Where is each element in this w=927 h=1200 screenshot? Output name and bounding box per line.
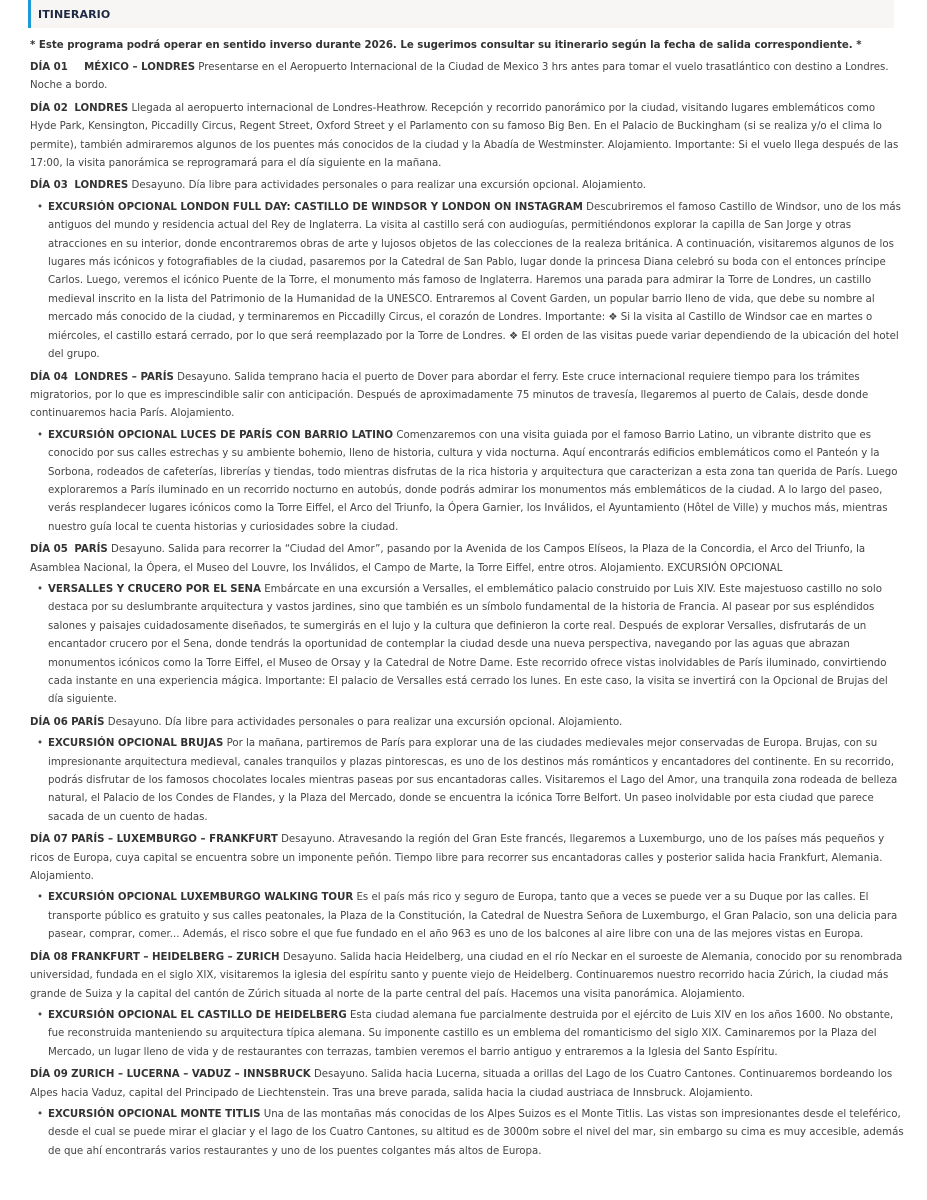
excursion-description: Embárcate en una excursión a Versalles, el emblemático palacio construido por Luis XIV. Este majestuoso castillo no solo destaca por su deslumbrante arquitectura y vastos jardines, sino que también es un símbolo fundamental de la historia de Francia. Al pasear por sus espléndidos salones y paisajes cuidadosamente diseñados, te sumergirás en el lujo y la cultura que definieron la corte real. Después de explorar Versalles, disfrutarás de un encantador crucero por el Sena, donde tendrás la oportunidad de contemplar la ciudad desde una nueva perspectiva, navegando por las aguas que abrazan monumentos icónicos como la Torre Eiffel, el Museo de Orsay y la Catedral de Notre Dame. Este recorrido ofrece vistas inolvidables de París iluminado, convirtiendo cada instante en una experiencia mágica. Importante: El palacio de Versalles está cerrado los lunes. En este caso, la visita se invertirá con la Opcional de Brujas del día siguiente. bbox=[48, 583, 888, 706]
day-route: MÉXICO – LONDRES bbox=[84, 62, 196, 73]
day-number: DÍA 03 bbox=[30, 180, 68, 192]
day-entry bbox=[30, 949, 904, 1004]
day-description: Llegada al aeropuerto internacional de Londres-Heathrow. Recepción y recorrido panorámico por la ciudad, visitando lugares emblemáticos como Hyde Park, Kensington, Piccadilly Circus, Regent Street, Oxford Street y el Parlamento con su famoso Big Ben. En el Palacio de Buckingham (si se realiza y/o el clima lo permite), también admiraremos algunos de los puentes más conocidos de la ciudad y la Abadía de Westminster. Alojamiento. Importante: Si el vuelo llega después de las 17:00, la visita panorámica se reprogramará para el día siguiente en la mañana. bbox=[30, 102, 899, 170]
optional-excursion-list bbox=[30, 1007, 904, 1062]
excursion-description: Esta ciudad alemana fue parcialmente destruida por el ejército de Luis XIV en los años 1600. No obstante, fue reconstruida manteniendo su arquitectura típica alemana. Su imponente castillo es un emblema del romanticismo del siglo XIX. Caminaremos por la Plaza del Mercado, un lugar lleno de vida y de restaurantes con terrazas, tambien veremos el barrio antiguo y entraremos a la Iglesia del Santo Espíritu. bbox=[48, 1009, 894, 1058]
day-description: Desayuno. Salida para recorrer la “Ciudad del Amor”, pasando por la Avenida de los Campos Elíseos, la Plaza de la Concordia, el Arco del Triunfo, la Asamblea Nacional, la Ópera, el Museo del Louvre, los Inválidos, el Campo de Marte, la Torre Eiffel, entre otros. Alojamiento. EXCURSIÓN OPCIONAL bbox=[30, 544, 866, 574]
day-number: DÍA 09 bbox=[30, 1069, 68, 1081]
optional-excursion-item bbox=[48, 735, 904, 827]
excursion-title: EXCURSIÓN OPCIONAL BRUJAS bbox=[48, 738, 224, 750]
day-entry bbox=[30, 177, 904, 195]
day-route: PARÍS – LUXEMBURGO – FRANKFURT bbox=[71, 834, 278, 846]
optional-excursion-list bbox=[30, 735, 904, 827]
day-route: LONDRES bbox=[74, 102, 129, 114]
optional-excursion-item bbox=[48, 199, 904, 365]
day-route: ZURICH – LUCERNA – VADUZ – INNSBRUCK bbox=[71, 1069, 311, 1081]
excursion-title: EXCURSIÓN OPCIONAL MONTE TITLIS bbox=[48, 1108, 261, 1120]
optional-excursion-list bbox=[30, 889, 904, 944]
day-description: Desayuno. Salida temprano hacia el puerto de Dover para abordar el ferry. Este cruce internacional requiere tiempo para los trámites migratorios, por lo que es imprescindible salir con anticipación. Después de aproximadamente 75 minutos de travesía, llegaremos al puerto de Calais, desde donde continuaremos hacia París. Alojamiento. bbox=[30, 371, 869, 420]
day-route: LONDRES – PARÍS bbox=[74, 371, 174, 383]
day-entry bbox=[30, 100, 904, 174]
day-route: LONDRES bbox=[74, 180, 129, 192]
day-number: DÍA 08 bbox=[30, 951, 68, 963]
excursion-title: EXCURSIÓN OPCIONAL LUCES DE PARÍS CON BARRIO LATINO bbox=[48, 429, 394, 441]
optional-excursion-list bbox=[30, 427, 904, 537]
excursion-title: VERSALLES Y CRUCERO POR EL SENA bbox=[48, 583, 261, 595]
day-number: DÍA 04 bbox=[30, 371, 68, 383]
itinerary-notice: * Este programa podrá operar en sentido inverso durante 2026. Le sugerimos consultar su itinerario según la fecha de salida correspondiente. * bbox=[30, 40, 862, 51]
day-description: Desayuno. Día libre para actividades personales o para realizar una excursión opcional. Alojamiento. bbox=[107, 716, 623, 728]
section-title: ITINERARIO bbox=[38, 7, 111, 21]
section-header bbox=[28, 0, 894, 28]
excursion-description: Comenzaremos con una visita guiada por el famoso Barrio Latino, un vibrante distrito que es conocido por sus calles estrechas y su ambiente bohemio, lleno de historia, cultura y vida nocturna. Aquí encontrarás edificios emblemáticos como el Panteón y la Sorbona, rodeados de cafeterías, librerías y tiendas, todo mientras disfrutas de la rica historia y arquitectura que caracterizan a esta zona tan querida de París. Luego exploraremos a París iluminado en un recorrido nocturno en autobús, donde podrás admirar los monumentos más emblemáticos de la ciudad. A lo largo del paseo, verás resplandecer lugares icónicos como la Torre Eiffel, el Arco del Triunfo, la Ópera Garnier, los Inválidos, el Ayuntamiento (Hôtel de Ville) y muchos más, mientras nuestro guía local te cuenta historias y curiosidades sobre la ciudad. bbox=[48, 429, 898, 533]
optional-excursion-item bbox=[48, 889, 904, 944]
day-number: DÍA 05 bbox=[30, 544, 68, 556]
day-route: FRANKFURT – HEIDELBERG – ZURICH bbox=[71, 951, 280, 963]
day-number: DÍA 01 bbox=[30, 62, 68, 73]
day-description: Desayuno. Salida hacia Heidelberg, una ciudad en el río Neckar en el suroeste de Alemania, conocido por su renombrada universidad, fundada en el siglo XIX, visitaremos la iglesia del espíritu santo y puente viejo de Heidelberg. Continuaremos nuestro recorrido hacia Zúrich, la ciudad más grande de Suiza y la capital del cantón de Zúrich situada al norte de la parte central del país. Hacemos una visita panorámica. Alojamiento. bbox=[30, 951, 903, 1000]
day-number: DÍA 06 bbox=[30, 716, 68, 728]
optional-excursion-list bbox=[30, 199, 904, 365]
day-entry bbox=[30, 831, 904, 886]
excursion-description: Una de las montañas más conocidas de los Alpes Suizos es el Monte Titlis. Las vistas son impresionantes desde el teleférico, desde el cual se puede mirar el glaciar y el lago de los Cuatro Cantones, su altitud es de 3000m sobre el nivel del mar, sin embargo su cima es muy accesible, además de que ahí encontrarás varios restaurantes y uno de los puentes colgantes más altos de Europa. bbox=[48, 1108, 904, 1157]
optional-excursion-item bbox=[48, 1007, 904, 1062]
optional-excursion-list bbox=[30, 581, 904, 710]
day-entry bbox=[30, 1066, 904, 1103]
day-entry bbox=[30, 541, 904, 578]
excursion-title: EXCURSIÓN OPCIONAL EL CASTILLO DE HEIDELBERG bbox=[48, 1009, 347, 1021]
day-entry bbox=[30, 59, 904, 96]
day-entry bbox=[30, 714, 904, 732]
optional-excursion-list bbox=[30, 1106, 904, 1161]
day-description: Presentarse en el Aeropuerto Internacional de la Ciudad de Mexico 3 hrs antes para tomar el vuelo trasatlántico con destino a Londres. Noche a bordo. bbox=[30, 62, 889, 92]
optional-excursion-item bbox=[48, 581, 904, 710]
day-number: DÍA 02 bbox=[30, 102, 68, 114]
day-description: Desayuno. Atravesando la región del Gran Este francés, llegaremos a Luxemburgo, uno de los países más pequeños y ricos de Europa, cuya capital se encuentra sobre un imponente peñón. Tiempo libre para recorrer sus encantadoras calles y posterior salida hacia Frankfurt, Alemania. Alojamiento. bbox=[30, 834, 885, 883]
excursion-title: EXCURSIÓN OPCIONAL LUXEMBURGO WALKING TOUR bbox=[48, 892, 354, 904]
day-number: DÍA 07 bbox=[30, 834, 68, 846]
excursion-description: Por la mañana, partiremos de París para explorar una de las ciudades medievales mejor conservadas de Europa. Brujas, con su impresionante arquitectura medieval, canales tranquilos y plazas pintorescas, es uno de los destinos más románticos y encantadores del continente. En su recorrido, podrás disfrutar de los famosos chocolates locales mientras paseas por sus encantadoras calles. Visitaremos el Lago del Amor, una tranquila zona rodeada de belleza natural, el Palacio de los Condes de Flandes, y la Plaza del Mercado, donde se encuentra la icónica Torre Belfort. Un paseo inolvidable por esta ciudad que parece sacada de un cuento de hadas. bbox=[48, 738, 898, 823]
day-description: Desayuno. Día libre para actividades personales o para realizar una excursión opcional. Alojamiento. bbox=[131, 180, 646, 192]
excursion-description: Descubriremos el famoso Castillo de Windsor, uno de los más antiguos del mundo y residencia actual del Rey de Inglaterra. La visita al castillo será con audioguías, permitiéndonos explorar la capilla de San Jorge y otras atracciones en su interior, donde encontraremos obras de arte y lujosos objetos de las colecciones de la realeza británica. A continuación, visitaremos algunos de los lugares más icónicos y fotografiables de la ciudad, pasaremos por la Catedral de San Pablo, lugar donde la princesa Diana celebró su boda con el entonces príncipe Carlos. Luego, veremos el icónico Puente de la Torre, el monumento más famoso de Inglaterra. Haremos una parada para admirar la Torre de Londres, un castillo medieval inscrito en la lista del Patrimonio de la Humanidad de la UNESCO. Entraremos al Covent Garden, un popular barrio lleno de vida, que debe su nombre al mercado más conocido de la ciudad, y terminaremos en Piccadilly Circus, el corazón de Londres. Importante: ❖ Si la visita al Castillo de Windsor cae en martes o miércoles, el castillo estará cerrado, por lo que será reemplazado por la Torre de Londres. ❖ El orden de las visitas puede variar dependiendo de la ubicación del hotel del grupo. bbox=[48, 201, 901, 361]
day-list bbox=[30, 59, 904, 1161]
day-entry bbox=[30, 369, 904, 424]
excursion-title: EXCURSIÓN OPCIONAL LONDON FULL DAY: CASTILLO DE WINDSOR Y LONDON ON INSTAGRAM bbox=[48, 201, 583, 213]
optional-excursion-item bbox=[48, 427, 904, 537]
optional-excursion-item bbox=[48, 1106, 904, 1161]
day-route: PARÍS bbox=[74, 544, 108, 556]
excursion-description: Es el país más rico y seguro de Europa, tanto que a veces se puede ver a su Duque por las calles. El transporte público es gratuito y sus calles peatonales, la Plaza de la Constitución, la Catedral de Nuestra Señora de Luxemburgo, el Gran Palacio, son una delicia para pasear, comprar, comer... Además, el risco sobre el que fue fundado en el año 963 es uno de los balcones al aire libre con una de las mejores vistas en Europa. bbox=[48, 892, 898, 941]
day-description: Desayuno. Salida hacia Lucerna, situada a orillas del Lago de los Cuatro Cantones. Continuaremos bordeando los Alpes hacia Vaduz, capital del Principado de Liechtenstein. Tras una breve parada, salida hacia la ciudad austriaca de Innsbruck. Alojamiento. bbox=[30, 1069, 893, 1099]
day-route: PARÍS bbox=[71, 716, 105, 728]
